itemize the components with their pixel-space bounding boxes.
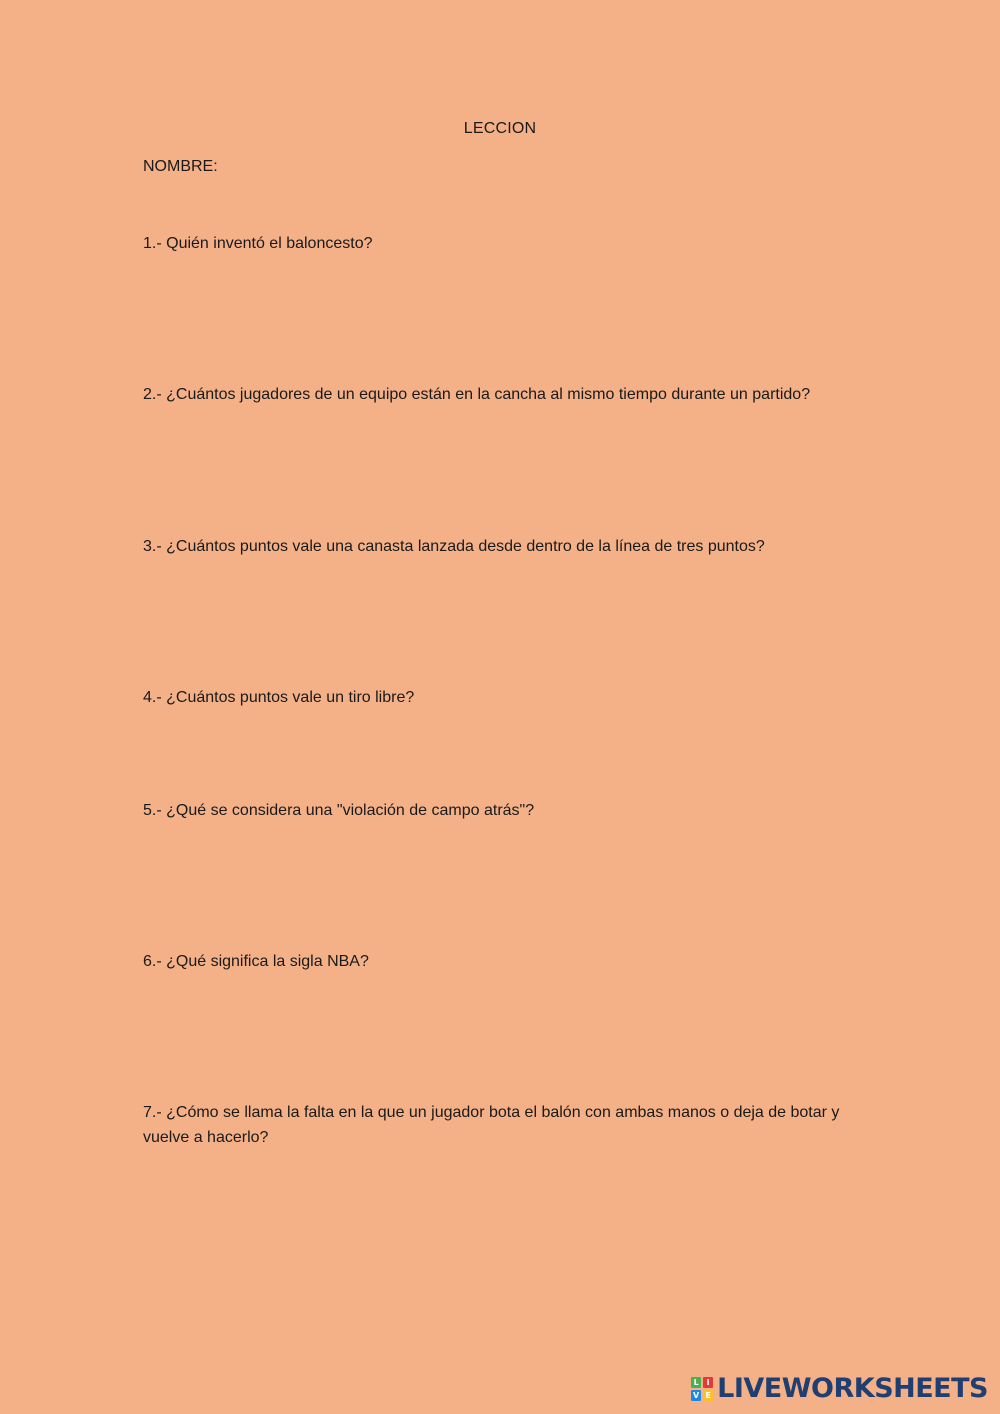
question-7: 7.- ¿Cómo se llama la falta en la que un jugador bota el balón con ambas manos o deja de botar y vuelve a hacerlo?	[143, 1104, 840, 1146]
question-6: 6.- ¿Qué significa la sigla NBA?	[143, 953, 369, 970]
question-1: 1.- Quién inventó el baloncesto?	[143, 235, 373, 252]
question-2: 2.- ¿Cuántos jugadores de un equipo están en la cancha al mismo tiempo durante un partido?	[143, 386, 811, 403]
logo-blocks-icon	[691, 1377, 713, 1401]
question-5: 5.- ¿Qué se considera una "violación de campo atrás"?	[143, 802, 535, 819]
question-3: 3.- ¿Cuántos puntos vale una canasta lanzada desde dentro de la línea de tres puntos?	[143, 538, 765, 555]
logo-block-l: L	[691, 1377, 701, 1388]
name-label: NOMBRE:	[143, 158, 218, 175]
logo-block-e: E	[703, 1390, 713, 1401]
question-4: 4.- ¿Cuántos puntos vale un tiro libre?	[143, 689, 415, 706]
liveworksheets-logo	[691, 1373, 988, 1404]
page-title: LECCION	[463, 120, 537, 137]
logo-block-i: I	[703, 1377, 713, 1388]
logo-block-v: V	[693, 1390, 700, 1400]
logo-text: LIVEWORKSHEETS	[717, 1373, 988, 1404]
